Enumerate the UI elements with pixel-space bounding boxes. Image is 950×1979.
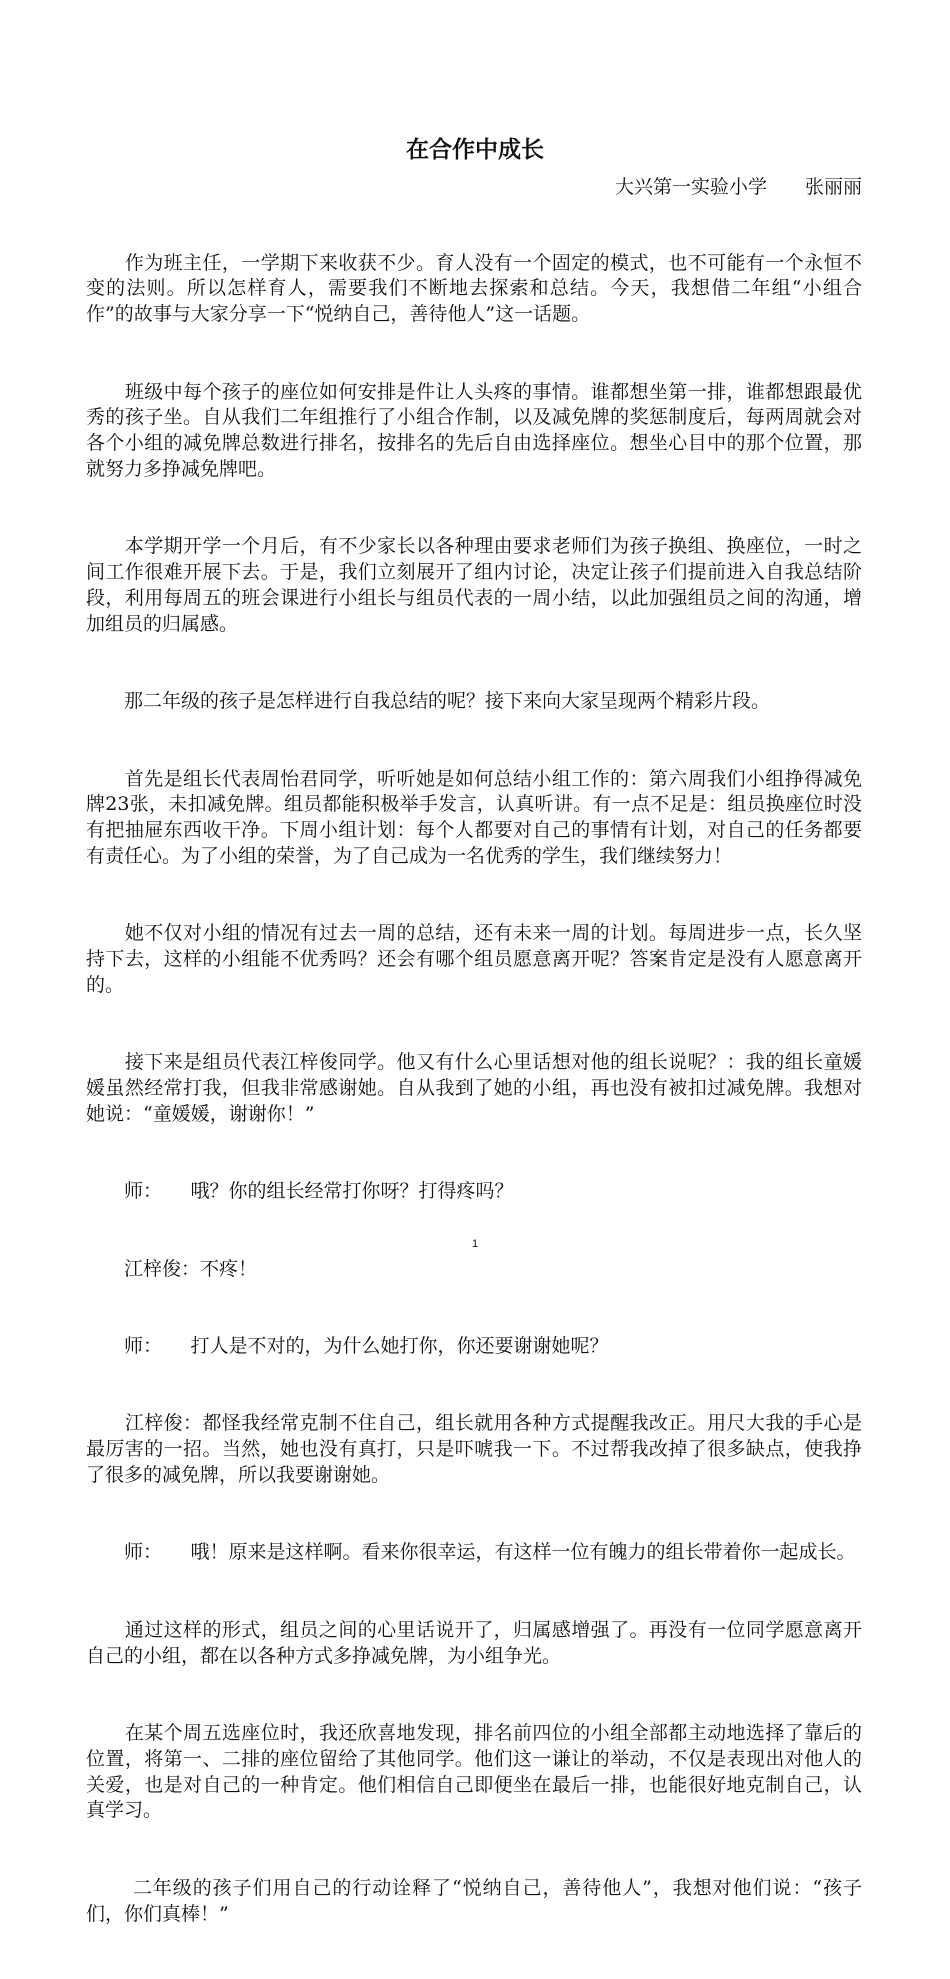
document-title: 在合作中成长: [406, 137, 544, 163]
paragraph: 本学期开学一个月后，有不少家长以各种理由要求老师们为孩子换组、换座位，一时之间工作很难开展下去。于是，我们立刻展开了组内讨论，决定让孩子们提前进入自我总结阶段，利用每周五的班会课进行小组长与组员代表的一周小结，以此加强组员之间的沟通，增加组员的归属感。: [86, 535, 862, 635]
document-body: [86, 199, 862, 1979]
dialogue-line: 江梓俊：不疼！: [86, 1257, 258, 1280]
paragraph: 通过这样的形式，组员之间的心里话说开了，归属感增强了。再没有一位同学愿意离开自己的小组，都在以各种方式多挣减免牌，为小组争光。: [86, 1618, 862, 1667]
paragraph: 那二年级的孩子是怎样进行自我总结的呢？接下来向大家呈现两个精彩片段。: [86, 690, 771, 713]
dialogue-line: 师： 哦？你的组长经常打你呀？打得疼吗？: [86, 1180, 514, 1203]
paragraph: 作为班主任，一学期下来收获不少。育人没有一个固定的模式，也不可能有一个永恒不变的法则。所以怎样育人，需要我们不断地去探索和总结。今天，我想借二年组“小组合作”的故事与大家分享一下“悦纳自己，善待他人”这一话题。: [86, 251, 862, 326]
dialogue-line: 师： 打人是不对的，为什么她打你，你还要谢谢她呢？: [86, 1335, 609, 1358]
paragraph: 二年级的孩子们用自己的行动诠释了“悦纳自己，善待他人”，我想对他们说：“孩子们，你们真棒！”: [86, 1876, 862, 1925]
paragraph: 接下来是组员代表江梓俊同学。他又有什么心里话想对他的组长说呢？：我的组长童媛媛虽然经常打我，但我非常感谢她。自从我到了她的小组，再也没有被扣过减免牌。我想对她说：“童媛媛，谢谢你！”: [86, 1051, 862, 1125]
paragraph: 在某个周五选座位时，我还欣喜地发现，排名前四位的小组全部都主动地选择了靠后的位置，将第一、二排的座位留给了其他同学。他们这一谦让的举动，不仅是表现出对他人的关爱，也是对自己的一种肯定。他们相信自己即便坐在最后一排，也能很好地克制自己，认真学习。: [86, 1722, 862, 1822]
dialogue-line: 师： 哦！原来是这样啊。看来你很幸运，有这样一位有魄力的组长带着你一起成长。: [86, 1541, 856, 1564]
paragraph: 她不仅对小组的情况有过去一周的总结，还有未来一周的计划。每周进步一点，长久坚持下去，这样的小组能不优秀吗？还会有哪个组员愿意离开呢？答案肯定是没有人愿意离开的。: [86, 922, 862, 996]
author-byline: 大兴第一实验小学 张丽丽: [614, 176, 862, 198]
paragraph: 班级中每个孩子的座位如何安排是件让人头疼的事情。谁都想坐第一排，谁都想跟最优秀的孩子坐。自从我们二年组推行了小组合作制，以及减免牌的奖惩制度后，每两周就会对各个小组的减免牌总数进行排名，按排名的先后自由选择座位。想坐心目中的那个位置，那就努力多挣减免牌吧。: [86, 380, 862, 480]
paragraph: 首先是组长代表周怡君同学，听听她是如何总结小组工作的：第六周我们小组挣得减免牌23张，未扣减免牌。组员都能积极举手发言，认真听讲。有一点不足是：组员换座位时没有把抽屉东西收干净。下周小组计划：每个人都要对自己的事情有计划，对自己的任务都要有责任心。为了小组的荣誉，为了自己成为一名优秀的学生，我们继续努力！: [86, 767, 862, 867]
dialogue-line: 江梓俊：都怪我经常克制不住自己，组长就用各种方式提醒我改正。用尺大我的手心是最厉害的一招。当然，她也没有真打，只是吓唬我一下。不过帮我改掉了很多缺点，使我挣了很多的减免牌，所以我要谢谢她。: [86, 1412, 862, 1487]
page-number: 1: [471, 1238, 479, 1250]
